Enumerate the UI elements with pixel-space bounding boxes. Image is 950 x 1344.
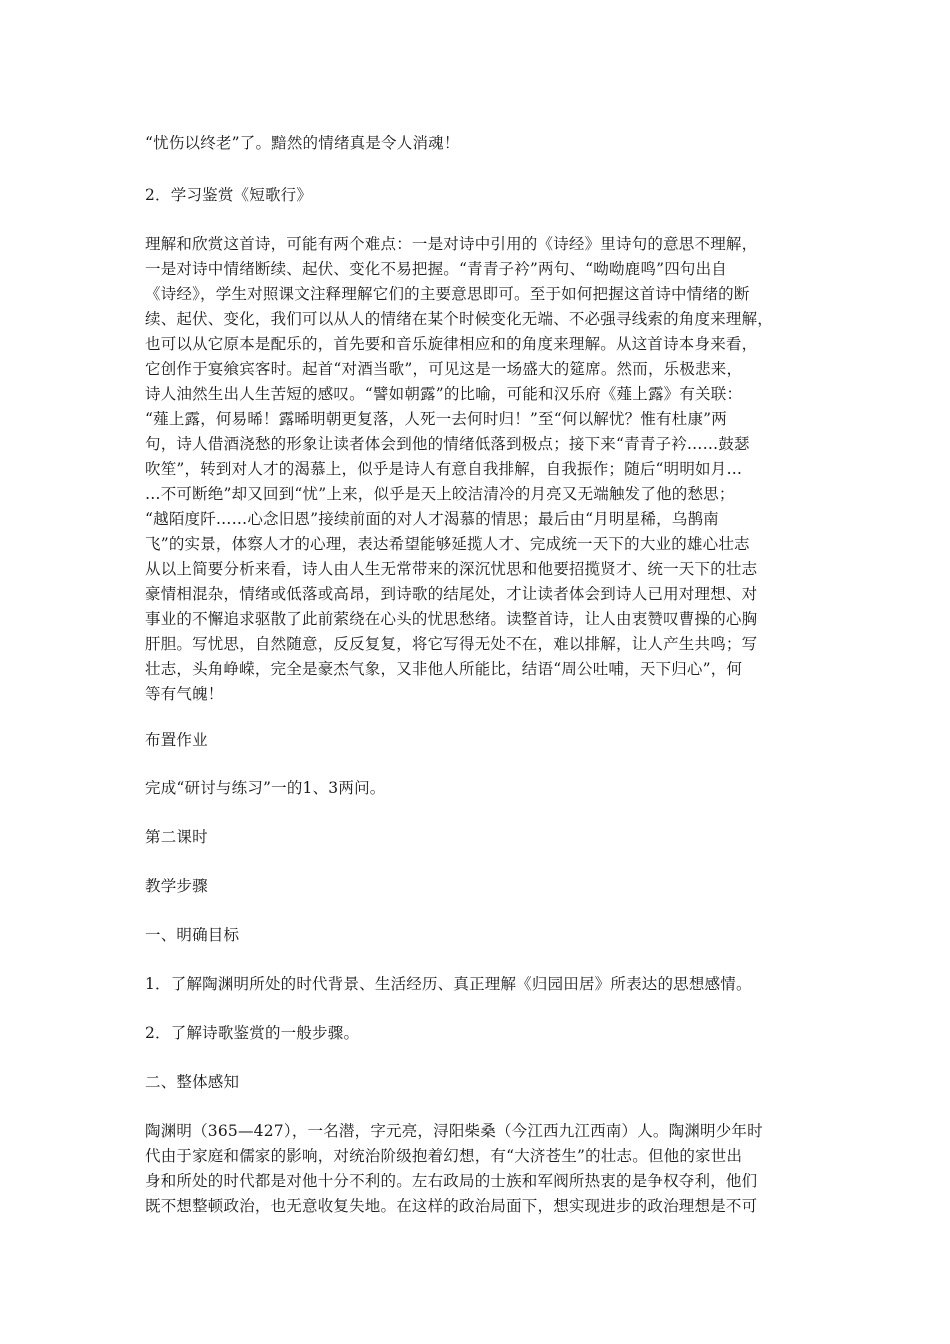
- text-line: 肝胆。写忧思，自然随意，反反复复，将它写得无处不在，难以排解，让人产生共鸣；写: [145, 635, 758, 653]
- text-line: 飞”的实景，体察人才的心理，表达希望能够延揽人才、完成统一天下的大业的雄心壮志: [145, 535, 750, 553]
- text-line: 完成“研讨与练习”一的1、3两问。: [145, 779, 386, 797]
- section-heading: 第二课时: [145, 828, 208, 846]
- section-heading: 二、整体感知: [145, 1073, 240, 1091]
- text-line: “薤上露，何易晞！露晞明朝更复落，人死一去何时归！”至“何以解忧？惟有杜康”两: [145, 410, 727, 428]
- text-line: 一是对诗中情绪断续、起伏、变化不易把握。“青青子衿”两句、“呦呦鹿鸣”四句出自: [145, 260, 727, 278]
- section-heading: 教学步骤: [145, 877, 208, 895]
- text-line: 豪情相混杂，情绪或低落或高昂，到诗歌的结尾处，才让读者体会到诗人已用对理想、对: [145, 585, 758, 603]
- text-line: 事业的不懈追求驱散了此前萦绕在心头的忧思愁绪。读整首诗，让人由衷赞叹曹操的心胸: [145, 610, 758, 628]
- text-line: 从以上简要分析来看，诗人由人生无常带来的深沉忧思和他要招揽贤才、统一天下的壮志: [145, 560, 758, 578]
- text-line: 壮志，头角峥嵘，完全是豪杰气象，又非他人所能比，结语“周公吐哺，天下归心”，何: [145, 660, 743, 678]
- section-heading: 布置作业: [145, 731, 208, 749]
- text-line: 理解和欣赏这首诗，可能有两个难点：一是对诗中引用的《诗经》里诗句的意思不理解，: [145, 235, 758, 253]
- text-line: “忧伤以终老”了。黯然的情绪真是令人消魂！: [145, 134, 460, 152]
- text-line: 代由于家庭和儒家的影响，对统治阶级抱着幻想，有“大济苍生”的壮志。但他的家世出: [145, 1147, 743, 1165]
- text-line: 既不想整顿政治，也无意收复失地。在这样的政治局面下，想实现进步的政治理想是不可: [145, 1197, 758, 1215]
- text-line: “越陌度阡……心念旧恩”接续前面的对人才渴慕的情思；最后由“月明星稀，乌鹊南: [145, 510, 719, 528]
- text-line: 也可以从它原本是配乐的，首先要和音乐旋律相应和的角度来理解。从这首诗本身来看，: [145, 335, 758, 353]
- section-heading: 一、明确目标: [145, 926, 240, 944]
- text-line: 吹笙”，转到对人才的渴慕上，似乎是诗人有意自我排解，自我振作；随后“明明如月…: [145, 460, 743, 478]
- text-line: 1．了解陶渊明所处的时代背景、生活经历、真正理解《归园田居》所表达的思想感情。: [145, 975, 752, 993]
- text-line: 2．了解诗歌鉴赏的一般步骤。: [145, 1024, 360, 1042]
- text-line: 它创作于宴飨宾客时。起首“对酒当歌”，可见这是一场盛大的筵席。然而，乐极悲来，: [145, 360, 743, 378]
- text-line: 身和所处的时代都是对他十分不利的。左右政局的士族和军阀所热衷的是争权夺利，他们: [145, 1172, 758, 1190]
- text-line: 续、起伏、变化，我们可以从人的情绪在某个时候变化无端、不必强寻线索的角度来理解，: [145, 310, 774, 328]
- text-line: 陶渊明（365—427），一名潜，字元亮，浔阳柴桑（今江西九江西南）人。陶渊明少年时: [145, 1122, 763, 1140]
- text-line: 等有气魄！: [145, 685, 224, 703]
- text-line: …不可断绝”却又回到“忧”上来，似乎是天上皎洁清冷的月亮又无端触发了他的愁思；: [145, 485, 735, 503]
- section-heading: 2．学习鉴赏《短歌行》: [145, 186, 313, 204]
- text-line: 《诗经》，学生对照课文注释理解它们的主要意思即可。至于如何把握这首诗中情绪的断: [145, 285, 750, 303]
- text-line: 句，诗人借酒浇愁的形象让读者体会到他的情绪低落到极点；接下来“青青子衿……鼓瑟: [145, 435, 750, 453]
- text-line: 诗人油然生出人生苦短的感叹。“譬如朝露”的比喻，可能和汉乐府《薤上露》有关联：: [145, 385, 743, 403]
